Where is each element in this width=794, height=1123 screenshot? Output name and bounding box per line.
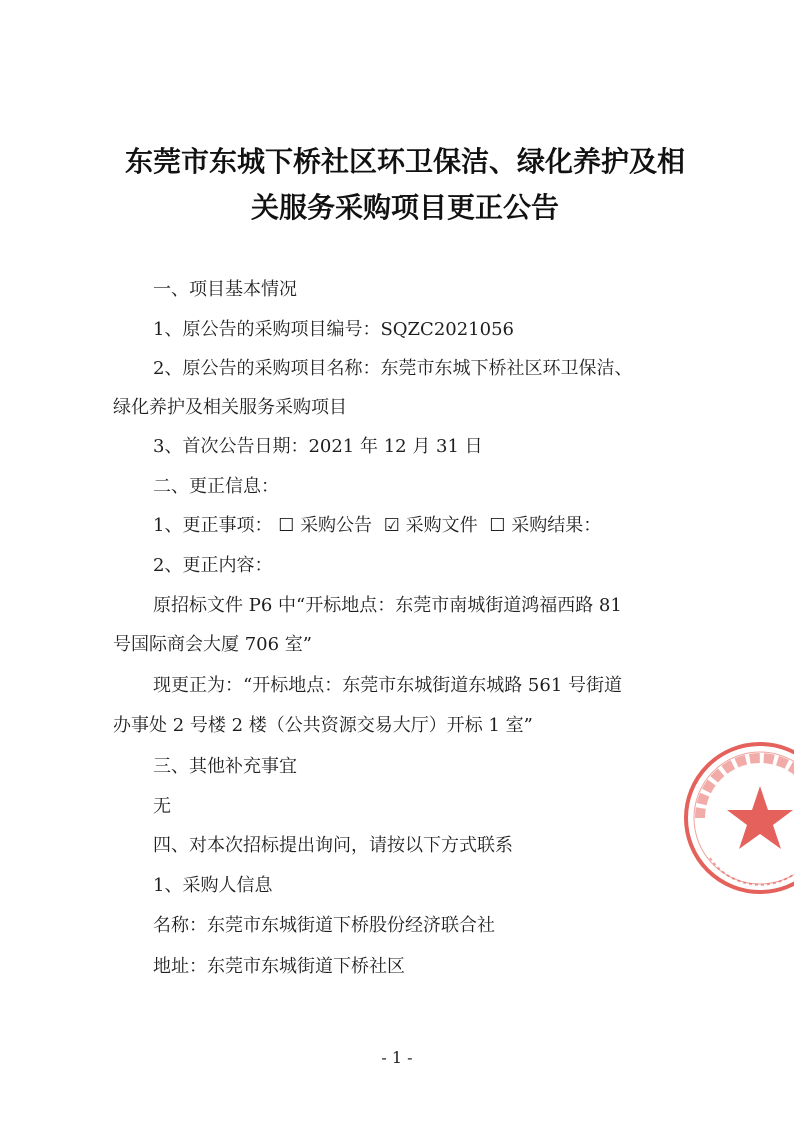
changed-text-line-1: 现更正为：“开标地点：东莞市东城街道东城路 561 号街道 (153, 675, 622, 696)
section-4-heading: 四、对本次招标提出询问，请按以下方式联系 (153, 835, 513, 856)
document-title-line-2: 关服务采购项目更正公告 (250, 191, 559, 224)
project-number: 1、原公告的采购项目编号：SQZC2021056 (153, 319, 514, 340)
checkbox-unchecked-icon: ☐ (489, 515, 506, 536)
section-3-heading: 三、其他补充事宜 (153, 756, 297, 777)
checkbox-unchecked-icon: ☐ (278, 515, 295, 536)
correction-items-row (153, 516, 601, 536)
section-3-content: 无 (153, 796, 171, 817)
correction-items-label: 1、更正事项： (153, 515, 273, 536)
option-announcement: 采购公告 (300, 515, 373, 536)
checkbox-checked-icon: ☑ (383, 515, 400, 536)
purchaser-name: 名称：东莞市东城街道下桥股份经济联合社 (153, 915, 495, 936)
original-text-line-2: 号国际商会大厦 706 室” (113, 634, 313, 655)
purchaser-info-heading: 1、采购人信息 (153, 875, 273, 896)
first-announcement-date: 3、首次公告日期：2021 年 12 月 31 日 (153, 436, 483, 457)
document-title-line-1: 东莞市东城下桥社区环卫保洁、绿化养护及相 (124, 145, 685, 178)
section-1-heading: 一、项目基本情况 (153, 279, 297, 300)
purchaser-address: 地址：东莞市东城街道下桥社区 (153, 956, 405, 977)
original-text-line-1: 原招标文件 P6 中“开标地点：东莞市南城街道鸿福西路 81 (153, 595, 622, 616)
section-2-heading: 二、更正信息： (153, 476, 279, 497)
correction-content-label: 2、更正内容： (153, 555, 273, 576)
project-name-line-1: 2、原公告的采购项目名称：东莞市东城下桥社区环卫保洁、 (153, 358, 633, 379)
option-documents: 采购文件 (405, 515, 478, 536)
page-number: - 1 - (381, 1048, 413, 1067)
company-seal-icon (680, 738, 794, 898)
project-name-line-2: 绿化养护及相关服务采购项目 (113, 397, 347, 418)
option-results: 采购结果： (511, 515, 602, 536)
changed-text-line-2: 办事处 2 号楼 2 楼（公共资源交易大厅）开标 1 室” (113, 715, 533, 736)
